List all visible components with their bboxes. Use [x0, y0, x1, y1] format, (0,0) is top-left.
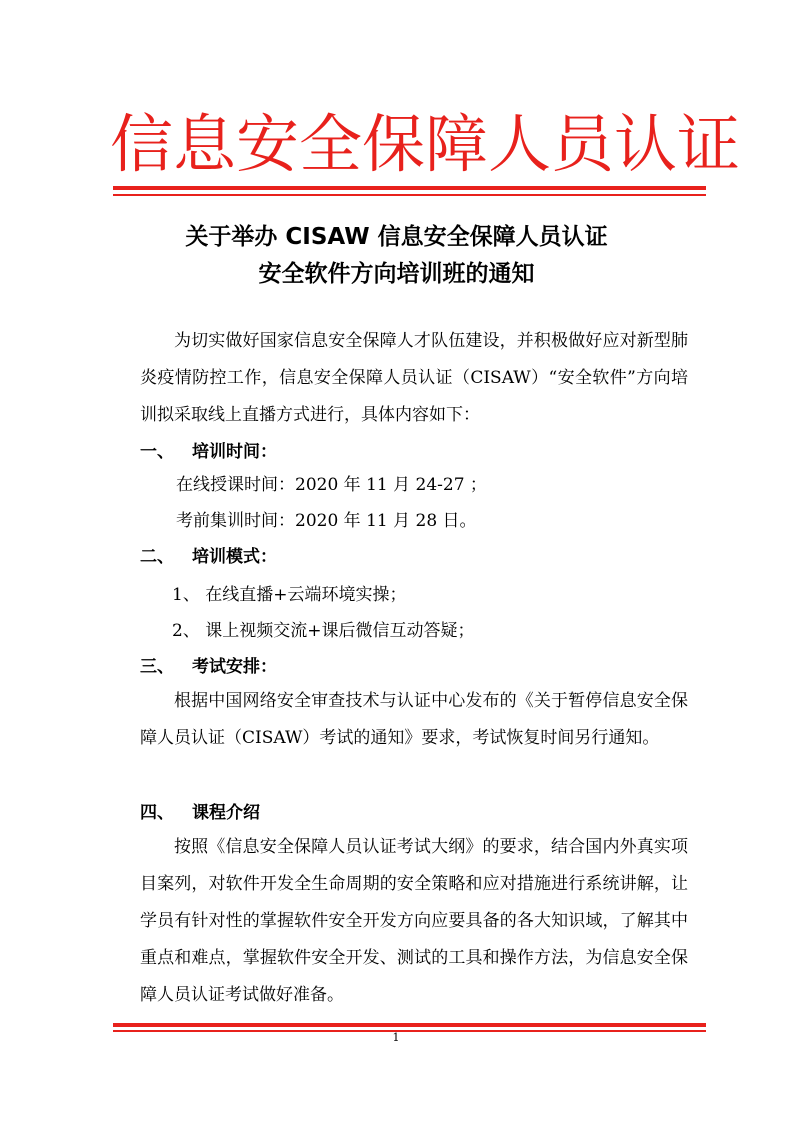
list-item: 1、 在线直播+云端环境实操； [172, 585, 407, 605]
section-number: 三、 [140, 657, 174, 677]
course-paragraph: 按照《信息安全保障人员认证考试大纲》的要求，结合国内外真实项目案列，对软件开发全生命周期的安全策略和应对措施进行系统讲解，让学员有针对性的掌握软件安全开发方向应要具备的各大知识域，了解其中重点和难点，掌握软件安全开发、测试的工具和操作方法，为信息安全保障人员认证考试做好准备。 [140, 837, 688, 1005]
section-heading-2 [140, 542, 277, 572]
section-heading-3 [140, 652, 277, 682]
notice-title-line-1: 关于举办 CISAW 信息安全保障人员认证 [185, 224, 608, 250]
exam-prep-time: 考前集训时间：2020 年 11 月 28 日。 [176, 511, 477, 531]
intro-paragraph: 为切实做好国家信息安全保障人才队伍建设，并积极做好应对新型肺炎疫情防控工作，信息安全保障人员认证（CISAW）“安全软件”方向培训拟采取线上直播方式进行，具体内容如下： [140, 331, 688, 425]
notice-title-line-2: 安全软件方向培训班的通知 [258, 261, 535, 287]
section-number: 四、 [140, 803, 174, 823]
section-title: 课程介绍 [192, 803, 260, 823]
section-title: 考试安排： [192, 657, 277, 677]
section-heading-4 [140, 798, 260, 828]
section-number: 一、 [140, 442, 174, 462]
section-heading-1 [140, 437, 277, 467]
header-rule-thin [113, 194, 706, 196]
banner-title: 信息安全保障人员认证 [110, 108, 740, 181]
section-title: 培训时间： [192, 442, 277, 462]
online-class-time: 在线授课时间：2020 年 11 月 24-27 ； [176, 475, 487, 495]
header-rule-thick [113, 186, 706, 190]
page-number: 1 [392, 1031, 400, 1044]
exam-paragraph: 根据中国网络安全审查技术与认证中心发布的《关于暂停信息安全保障人员认证（CISAW）考试的通知》要求，考试恢复时间另行通知。 [140, 691, 688, 748]
section-title: 培训模式： [192, 547, 277, 567]
section-number: 二、 [140, 547, 174, 567]
footer-rule-thick [113, 1023, 706, 1027]
list-item: 2、 课上视频交流+课后微信互动答疑； [172, 621, 475, 641]
